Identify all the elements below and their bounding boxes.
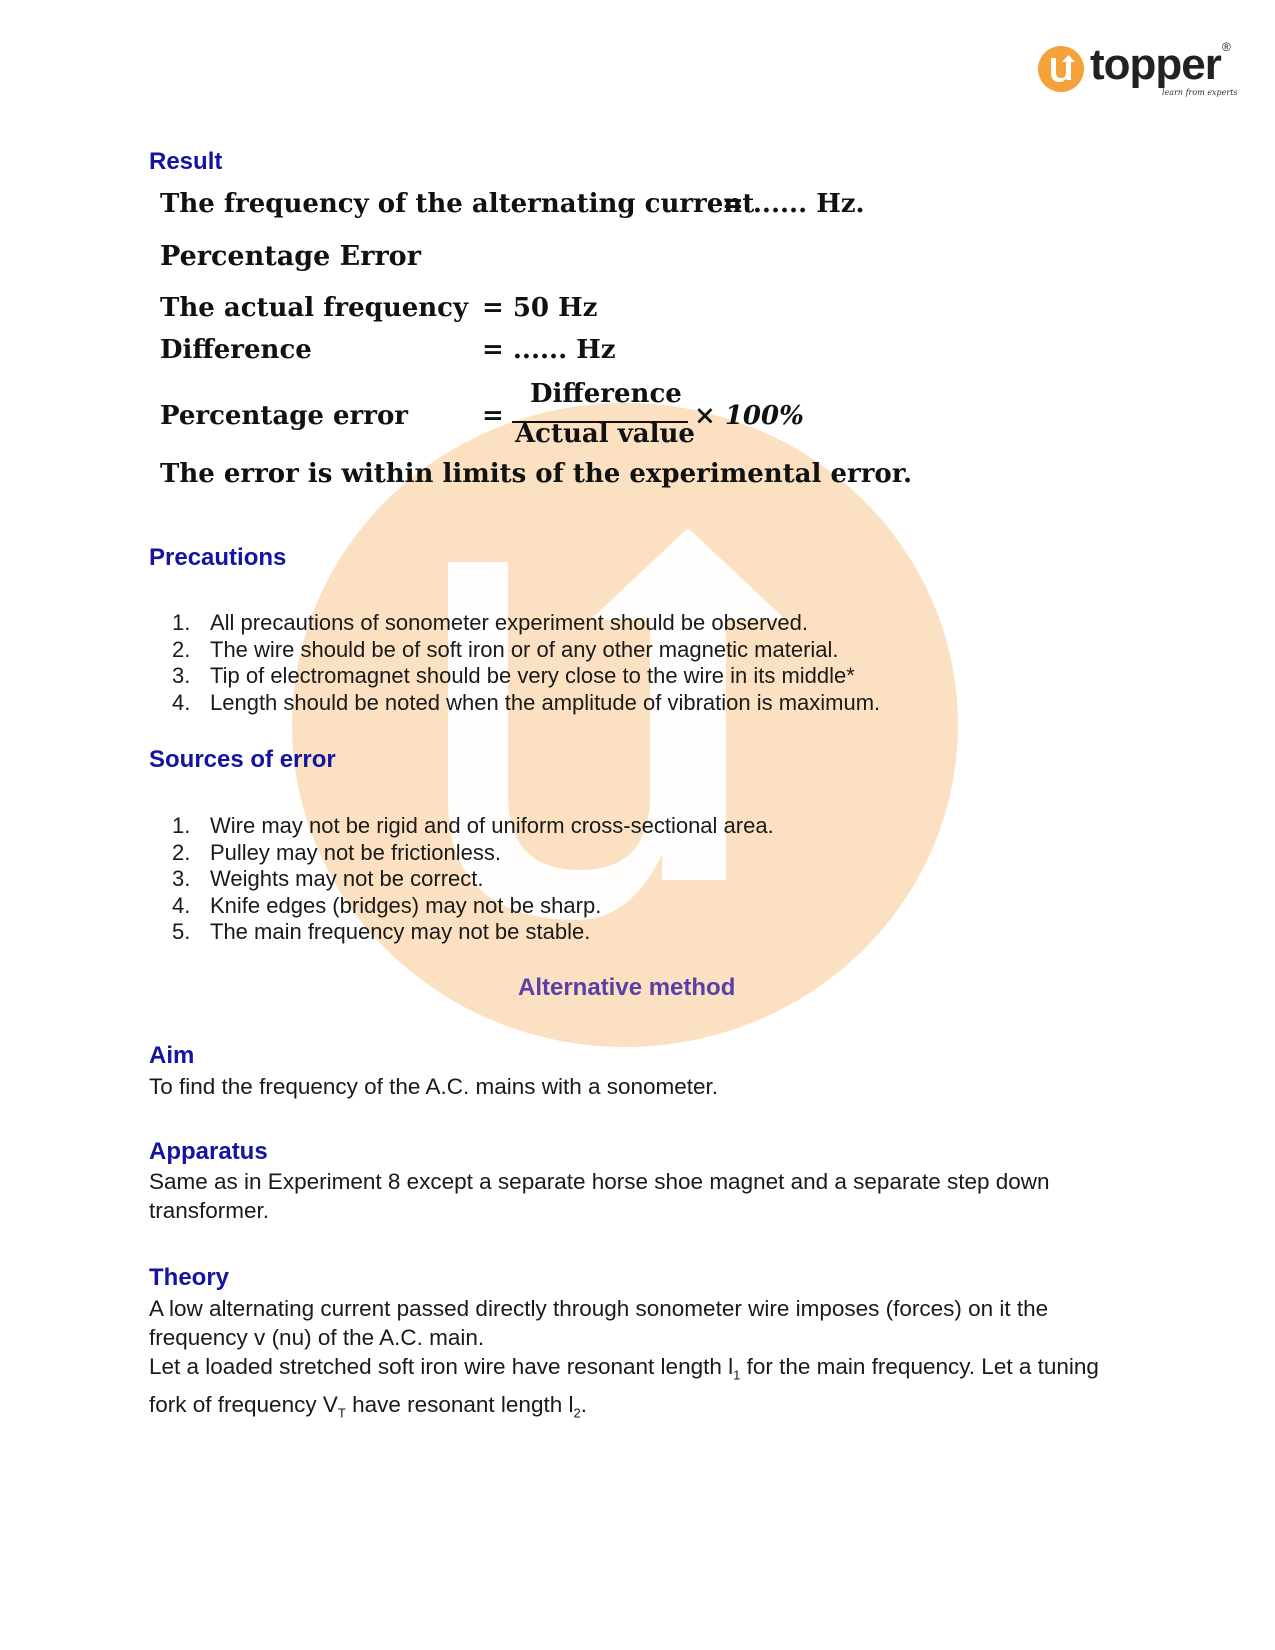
list-item: 1. Wire may not be rigid and of uniform cross-sectional area. [172,813,774,838]
topper-logo [1038,40,1238,102]
actual-frequency-label: The actual frequency [160,293,469,323]
difference-label: Difference [160,335,312,365]
frequency-label: The frequency of the alternating current [160,189,755,219]
list-item: 3. Weights may not be correct. [172,866,484,891]
list-item: 2. Pulley may not be frictionless. [172,839,502,865]
theory-heading: Theory [149,1264,230,1291]
list-item: 4. Length should be noted when the amplitude of vibration is maximum. [172,689,881,715]
frequency-value: = ...... Hz. [722,189,865,219]
result-heading: Result [149,148,223,175]
aim-text: To find the frequency of the A.C. mains with a sonometer. [149,1074,719,1099]
list-item: 4. Knife edges (bridges) may not be sharp. [172,892,602,918]
apparatus-heading: Apparatus [149,1138,268,1165]
theory-paragraph-2: Let a loaded stretched soft iron wire have resonant length $l_1$ for the main frequency. Let a tuning fork of frequency $V_T$ have resonant length $l_2$. [149,1354,1099,1420]
fraction-multiplier: × 100% [694,401,804,431]
sources-of-error-list [168,813,774,946]
logo-tagline: learn from experts [1162,88,1238,97]
equals-sign: = [482,401,504,431]
fraction-numerator: Difference [530,379,682,409]
logo-wordmark: topper [1090,40,1221,89]
sources-of-error-heading: Sources of error [149,746,336,773]
percentage-error-label: Percentage error [160,401,408,431]
apparatus-text: Same as in Experiment 8 except a separate horse shoe magnet and a separate step down transformer. [149,1169,1050,1223]
logo-registered-mark: ® [1222,40,1231,54]
list-item: 1. All precautions of sonometer experiment should be observed. [172,610,809,635]
aim-heading: Aim [149,1042,195,1069]
error-conclusion: The error is within limits of the experimental error. [160,459,913,489]
list-item: 5. The main frequency may not be stable. [172,919,591,944]
alternative-method-heading: Alternative method [518,974,736,1001]
topper-logo-icon [1038,46,1084,92]
percentage-error-heading: Percentage Error [160,241,421,272]
list-item: 2. The wire should be of soft iron or of any other magnetic material. [172,636,839,662]
actual-frequency-value: = 50 Hz [482,293,598,323]
list-item: 3. Tip of electromagnet should be very close to the wire in its middle* [172,663,855,688]
fraction-denominator: Actual value [515,419,695,449]
theory-paragraph-1: A low alternating current passed directly through sonometer wire imposes (forces) on it the frequency v (nu) of the A.C. main. [149,1296,1049,1350]
difference-value: = ...... Hz [482,335,616,365]
precautions-heading: Precautions [149,544,287,571]
precautions-list [168,610,880,716]
